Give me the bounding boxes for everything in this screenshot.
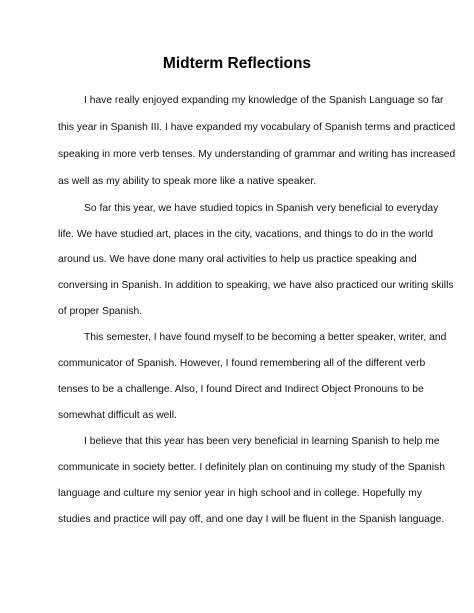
paragraph-line: I believe that this year has been very beneficial in learning Spanish to help me [84,436,440,447]
paragraph-line: conversing in Spanish. In addition to speaking, we have also practiced our writing skills [58,280,454,291]
paragraph-line: of proper Spanish. [58,306,143,317]
paragraph-line: communicate in society better. I definitely plan on continuing my study of the Spanish [58,462,445,473]
paragraph-line: language and culture my senior year in high school and in college. Hopefully my [58,488,423,499]
paragraph-line: somewhat difficult as well. [58,410,177,421]
paragraph-line: as well as my ability to speak more like a native speaker. [58,176,317,187]
paragraph-line: this year in Spanish III. I have expanded my vocabulary of Spanish terms and practiced [58,122,456,133]
paragraph-line: studies and practice will pay off, and one day I will be fluent in the Spanish language. [58,514,445,525]
paragraph-line: I have really enjoyed expanding my knowledge of the Spanish Language so far [84,95,444,106]
paragraph-line: around us. We have done many oral activities to help us practice speaking and [58,254,417,265]
document-title: Midterm Reflections [162,55,312,72]
paragraph-line: life. We have studied art, places in the city, vacations, and things to do in the world [58,229,434,240]
paragraph-line: communicator of Spanish. However, I found remembering all of the different verb [58,358,426,369]
paragraph-line: This semester, I have found myself to be becoming a better speaker, writer, and [84,332,447,343]
paragraph-line: So far this year, we have studied topics in Spanish very beneficial to everyday [84,203,439,214]
paragraph-line: tenses to be a challenge. Also, I found Direct and Indirect Object Pronouns to be [58,384,424,395]
paragraph-line: speaking in more verb tenses. My understanding of grammar and writing has increased [58,149,456,160]
